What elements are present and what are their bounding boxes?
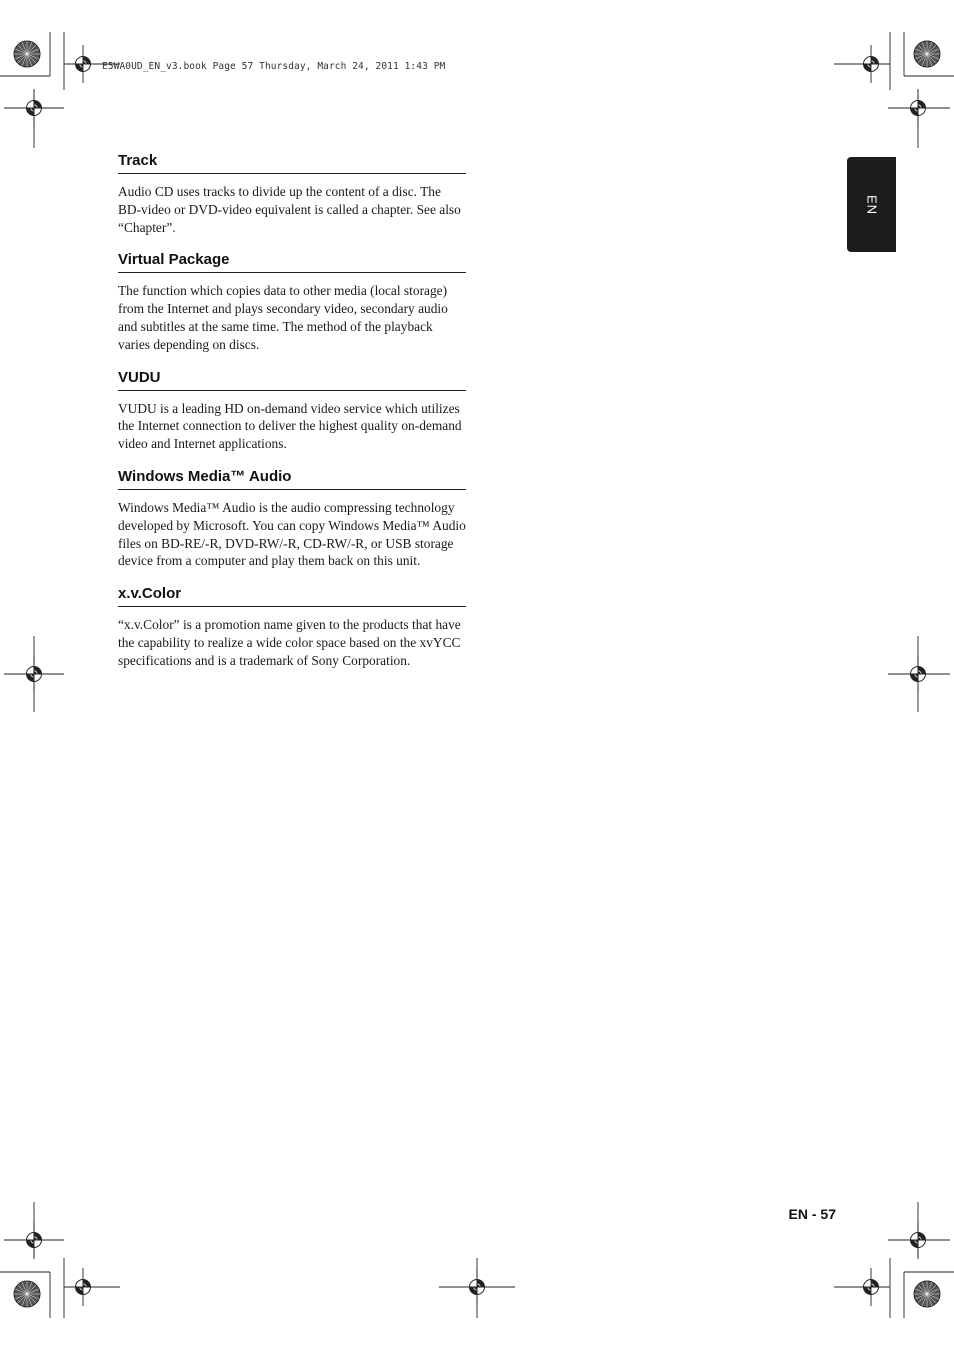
glossary-entry-xv-color: [118, 585, 466, 669]
star-target-icon: [914, 1281, 940, 1307]
entry-body: Audio CD uses tracks to divide up the content of a disc. The BD-video or DVD-video equivalent is called a chapter. See also “Chapter”.: [118, 184, 461, 235]
language-side-tab: [847, 157, 896, 252]
glossary-entry-windows-media-audio: [118, 468, 466, 570]
glossary-entry-track: [118, 152, 466, 236]
entry-title: Virtual Package: [118, 251, 466, 273]
language-tab-label: EN: [864, 194, 879, 215]
glossary-content: [118, 152, 466, 685]
entry-title: VUDU: [118, 369, 466, 391]
star-target-icon: [14, 41, 40, 67]
entry-title: Windows Media™ Audio: [118, 468, 466, 490]
entry-title: Track: [118, 152, 466, 174]
page-number: EN - 57: [788, 1206, 836, 1222]
star-target-icon: [14, 1281, 40, 1307]
glossary-entry-virtual-package: [118, 251, 466, 353]
star-target-icon: [914, 41, 940, 67]
entry-body: Windows Media™ Audio is the audio compressing technology developed by Microsoft. You can copy Windows Media™ Audio files on BD-RE/-R, DVD-RW/-R, CD-RW/-R, or USB storage device from a computer and play them back on this unit.: [118, 499, 466, 569]
print-info-header: E5WA0UD_EN_v3.book Page 57 Thursday, March 24, 2011 1:43 PM: [102, 61, 446, 72]
entry-body: The function which copies data to other media (local storage) from the Internet and plays secondary video, secondary audio and subtitles at the same time. The method of the playback varies depending on discs.: [118, 283, 448, 352]
entry-body: “x.v.Color” is a promotion name given to the products that have the capability to realize a wide color space based on the xvYCC specifications and is a trademark of Sony Corporation.: [118, 617, 461, 668]
entry-body: VUDU is a leading HD on-demand video service which utilizes the Internet connection to deliver the highest quality on-demand video and Internet applications.: [118, 400, 462, 452]
entry-title: x.v.Color: [118, 585, 466, 607]
glossary-entry-vudu: [118, 369, 466, 453]
